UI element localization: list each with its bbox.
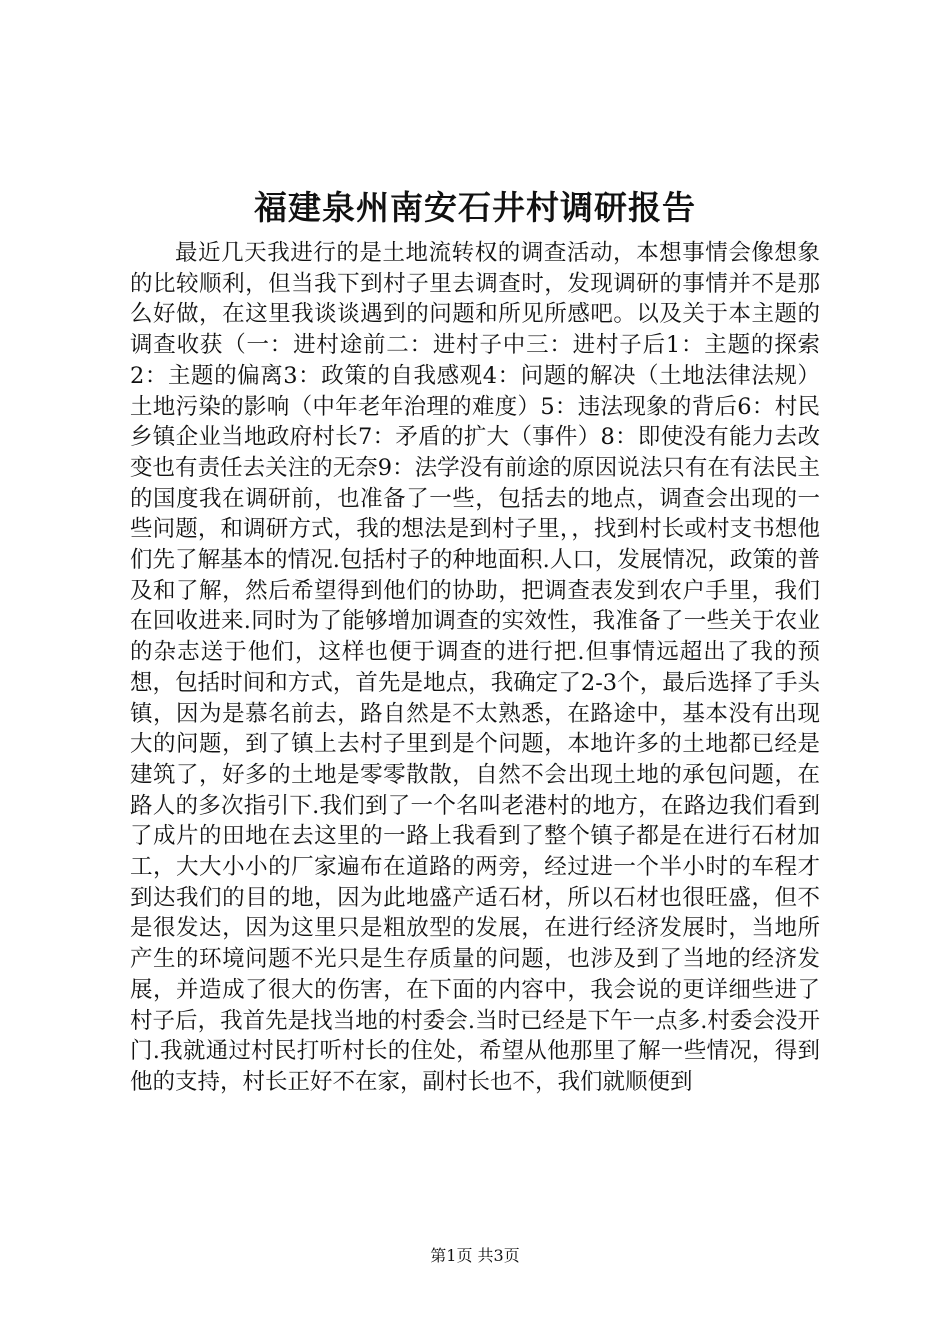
document-body-paragraph: 最近几天我进行的是土地流转权的调查活动，本想事情会像想象的比较顺利，但当我下到村子里去调查时，发现调研的事情并不是那么好做，在这里我谈谈遇到的问题和所见所感吧。以及关于本主题的调查收获（一：进村途前二：进村子中三：进村子后1：主题的探索2：主题的偏离3：政策的自我感观4：问题的解决（土地法律法规）土地污染的影响（中年老年治理的难度）5：违法现象的背后6：村民乡镇企业当地政府村长7：矛盾的扩大（事件）8：即使没有能力去改变也有责任去关注的无奈9：法学没有前途的原因说法只有在有法民主的国度我在调研前，也准备了一些，包括去的地点，调查会出现的一些问题，和调研方式，我的想法是到村子里，，找到村长或村支书想他们先了解基本的情况.包括村子的种地面积.人口，发展情况，政策的普及和了解，然后希望得到他们的协助，把调查表发到农户手里，我们在回收进来.同时为了能够增加调查的实效性，我准备了一些关于农业的杂志送于他们，这样也便于调查的进行把.但事情远超出了我的预想，包括时间和方式，首先是地点，我确定了2-3个，最后选择了手头镇，因为是慕名前去，路自然是不太熟悉，在路途中，基本没有出现大的问题，到了镇上去村子里到是个问题，本地许多的土地都已经是建筑了，好多的土地是零零散散，自然不会出现土地的承包问题，在路人的多次指引下.我们到了一个名叫老港村的地方，在路边我们看到了成片的田地在去这里的一路上我看到了整个镇子都是在进行石材加工，大大小小的厂家遍布在道路的两旁，经过进一个半小时的车程才到达我们的目的地，因为此地盛产适石材，所以石材也很旺盛，但不是很发达，因为这里只是粗放型的发展，在进行经济发展时，当地所产生的环境问题不光只是生存质量的问题，也涉及到了当地的经济发展，并造成了很大的伤害，在下面的内容中，我会说的更详细些进了村子后，我首先是找当地的村委会.当时已经是下午一点多.村委会没开门.我就通过村民打听村长的住处，希望从他那里了解一些情况，得到他的支持，村长正好不在家，副村长也不，我们就顺便到 [130, 240, 820, 1095]
page-footer: 第1页 共3页 [430, 1246, 520, 1265]
document-title: 福建泉州南安石井村调研报告 [254, 188, 696, 227]
